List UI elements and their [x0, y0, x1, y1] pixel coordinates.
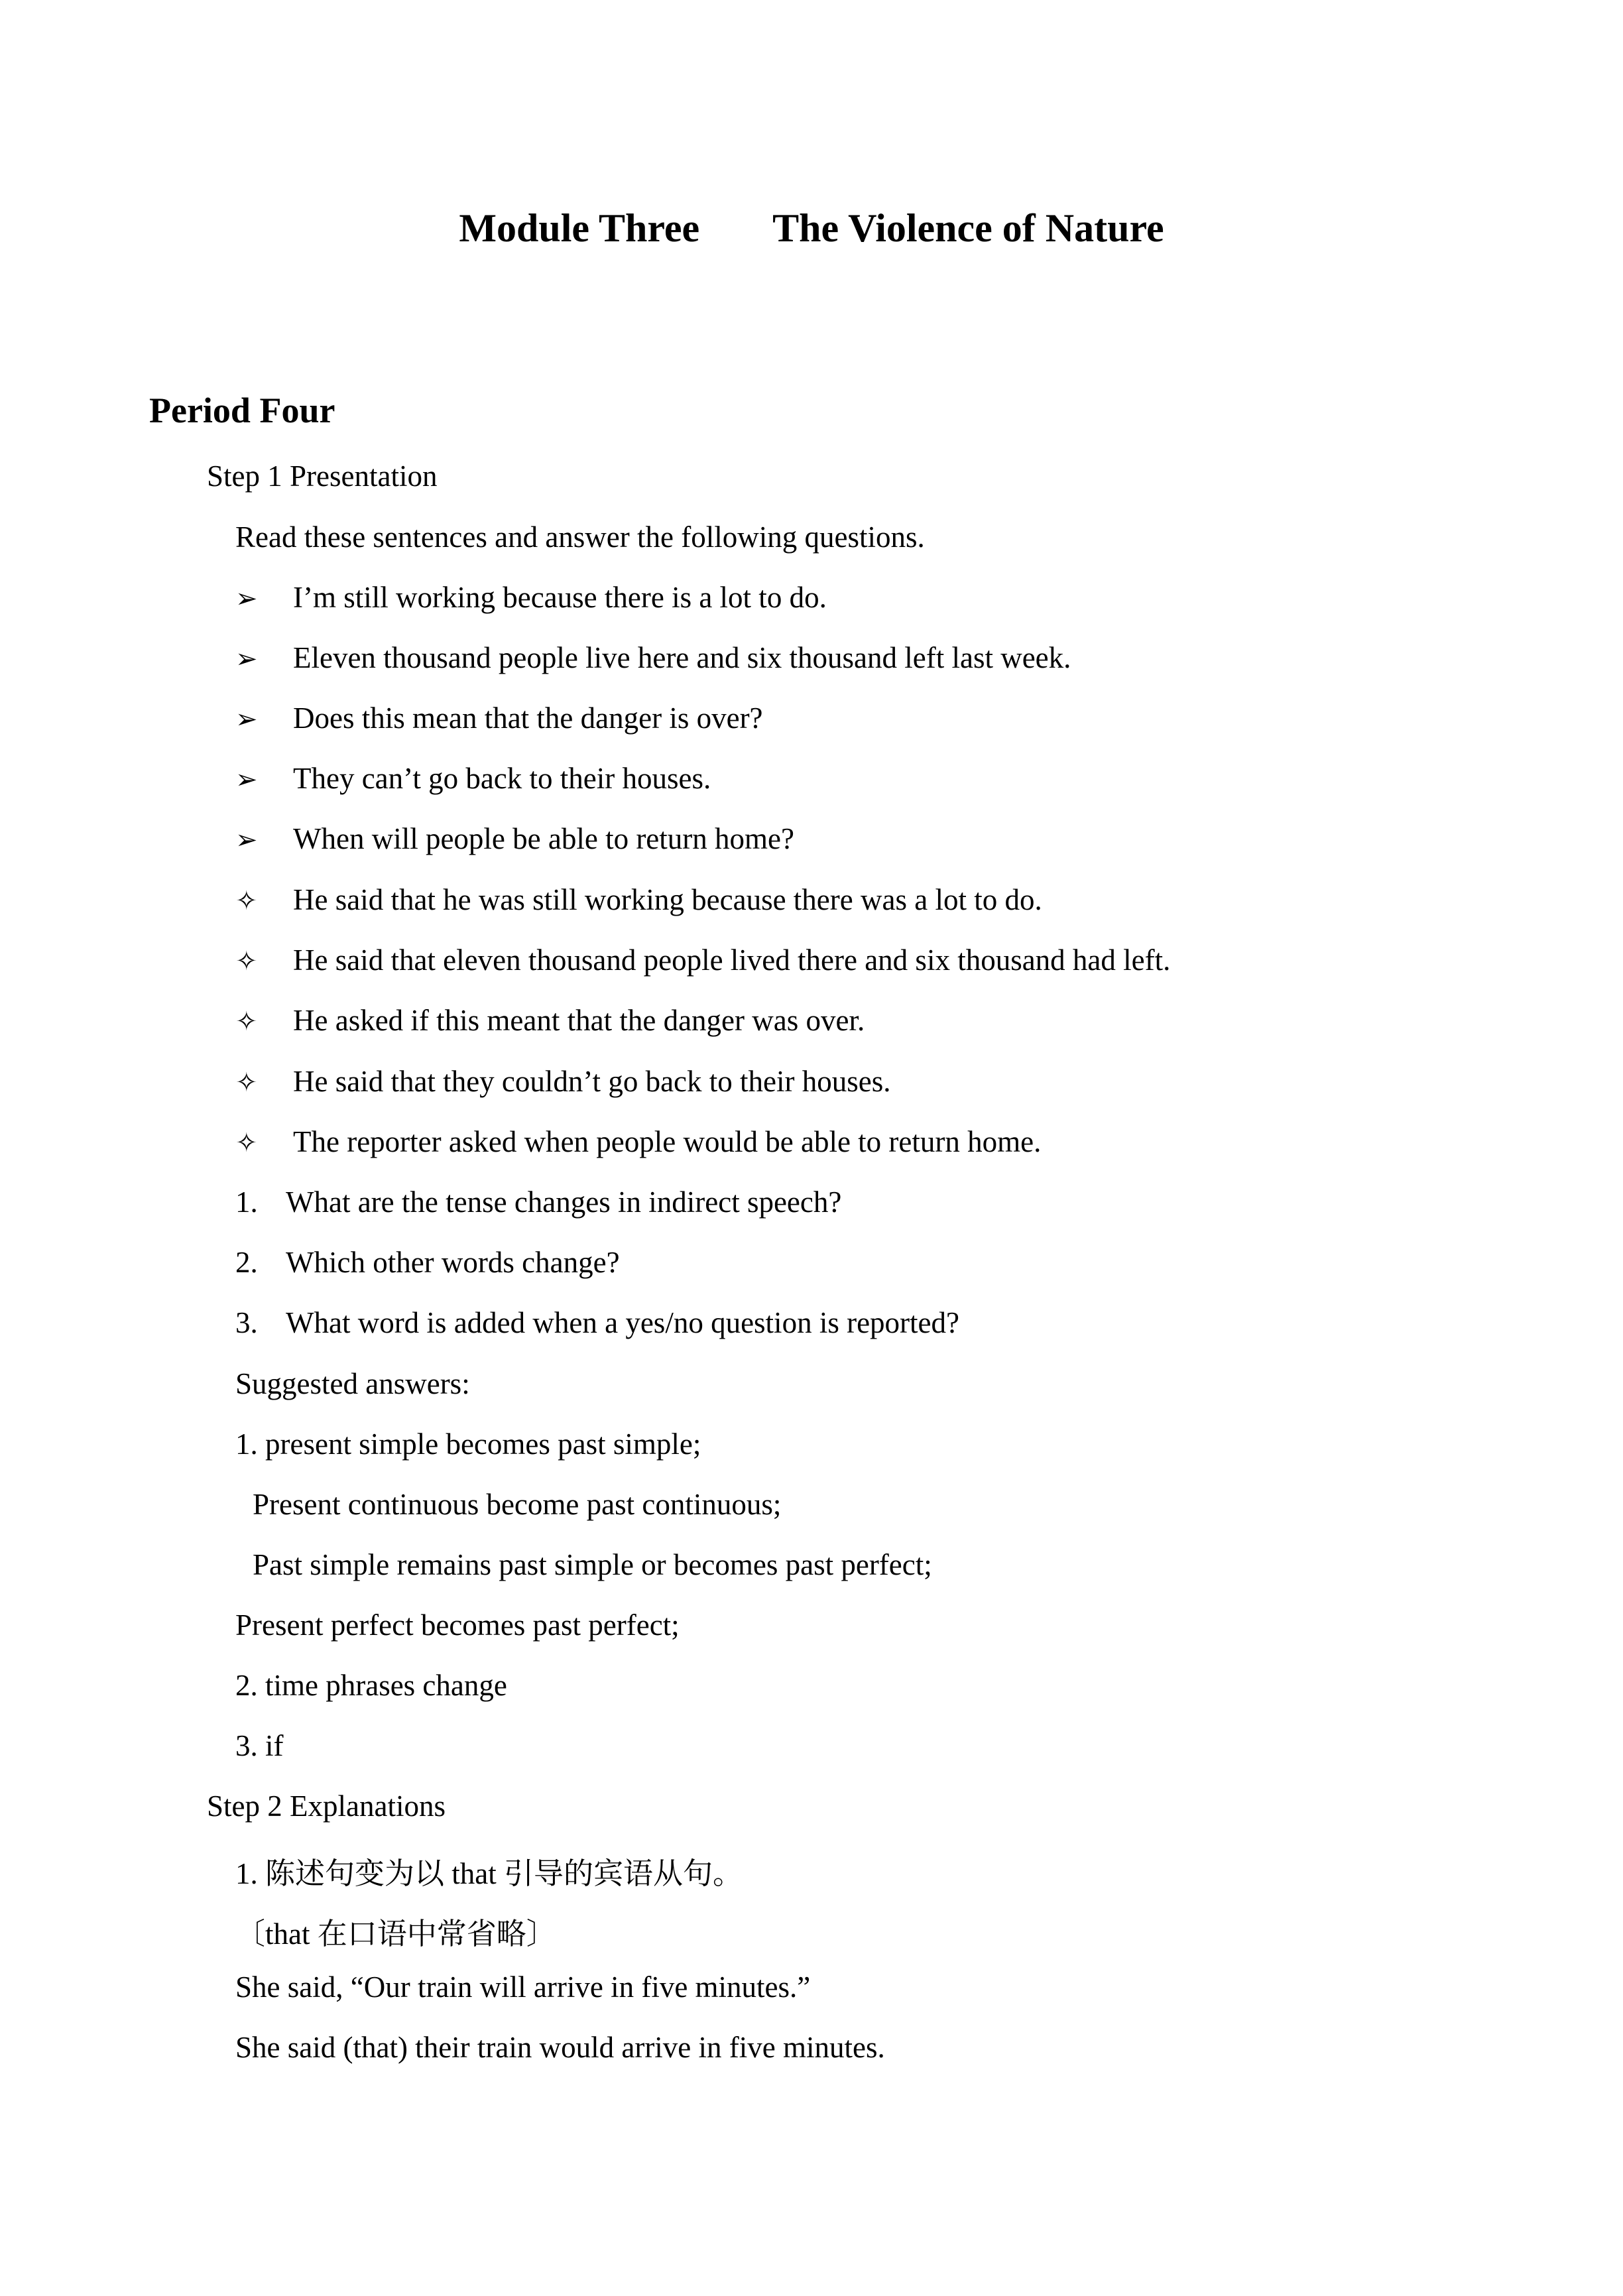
direct-sentence: They can’t go back to their houses.: [293, 762, 711, 795]
direct-sentence: When will people be able to return home?: [293, 822, 794, 855]
reported-sentence: He said that they couldn’t go back to their houses.: [293, 1065, 891, 1098]
question-text: What are the tense changes in indirect speech?: [286, 1185, 842, 1219]
question-item: [235, 1245, 620, 1280]
arrow-bullet-icon: ➢: [235, 644, 258, 674]
module-title-part2: The Violence of Nature: [772, 206, 1164, 250]
arrow-bullet-icon: ➢: [235, 583, 258, 614]
list-item: [235, 943, 1170, 977]
answer-line: Past simple remains past simple or becomes past perfect;: [253, 1548, 932, 1581]
list-item: [235, 1124, 1041, 1159]
answers-heading: Suggested answers:: [235, 1367, 470, 1400]
list-item: [235, 1064, 890, 1099]
step2-item: 1. 陈述句变为以 that 引导的宾语从句。: [235, 1857, 743, 1890]
question-text: Which other words change?: [286, 1246, 620, 1279]
direct-sentence: I’m still working because there is a lot to do.: [293, 581, 827, 614]
module-title-part1: Module Three: [459, 206, 700, 250]
answer-line: Present continuous become past continuous;: [253, 1488, 782, 1521]
module-title: [0, 206, 1623, 251]
reported-sentence: He said that eleven thousand people lived there and six thousand had left.: [293, 943, 1171, 977]
star-bullet-icon: ✧: [235, 1006, 258, 1037]
direct-sentence: Does this mean that the danger is over?: [293, 701, 763, 735]
arrow-bullet-icon: ➢: [235, 764, 258, 795]
star-bullet-icon: ✧: [235, 1128, 258, 1158]
period-heading: Period Four: [149, 391, 335, 430]
arrow-bullet-icon: ➢: [235, 704, 258, 735]
direct-sentence: Eleven thousand people live here and six thousand left last week.: [293, 641, 1071, 674]
step1-heading: Step 1 Presentation: [207, 459, 438, 493]
question-number: 2.: [235, 1246, 258, 1279]
question-text: What word is added when a yes/no question is reported?: [286, 1306, 959, 1339]
question-number: 3.: [235, 1306, 258, 1339]
answer-line: 1. present simple becomes past simple;: [235, 1427, 701, 1461]
question-number: 1.: [235, 1185, 258, 1219]
list-item: [235, 821, 794, 856]
reported-sentence: He said that he was still working because there was a lot to do.: [293, 883, 1042, 916]
example-reported: She said (that) their train would arrive in five minutes.: [235, 2031, 885, 2064]
answer-line: 3. if: [235, 1729, 284, 1762]
step1-instruction: Read these sentences and answer the following questions.: [235, 520, 925, 554]
list-item: [235, 580, 827, 615]
answer-line: Present perfect becomes past perfect;: [235, 1608, 680, 1642]
reported-sentence: The reporter asked when people would be able to return home.: [293, 1125, 1042, 1158]
step2-heading: Step 2 Explanations: [207, 1789, 446, 1823]
list-item: [235, 640, 1071, 675]
star-bullet-icon: ✧: [235, 1067, 258, 1098]
list-item: [235, 1003, 865, 1038]
reported-sentence: He asked if this meant that the danger was over.: [293, 1004, 865, 1037]
arrow-bullet-icon: ➢: [235, 825, 258, 855]
star-bullet-icon: ✧: [235, 886, 258, 916]
list-item: [235, 882, 1042, 917]
example-direct: She said, “Our train will arrive in five minutes.”: [235, 1970, 811, 2004]
list-item: [235, 701, 763, 735]
answer-line: 2. time phrases change: [235, 1669, 507, 1702]
star-bullet-icon: ✧: [235, 946, 258, 977]
step2-note: 〔that 在口语中常省略〕: [235, 1917, 556, 1951]
list-item: [235, 761, 711, 796]
question-item: [235, 1305, 959, 1340]
question-item: [235, 1185, 841, 1219]
